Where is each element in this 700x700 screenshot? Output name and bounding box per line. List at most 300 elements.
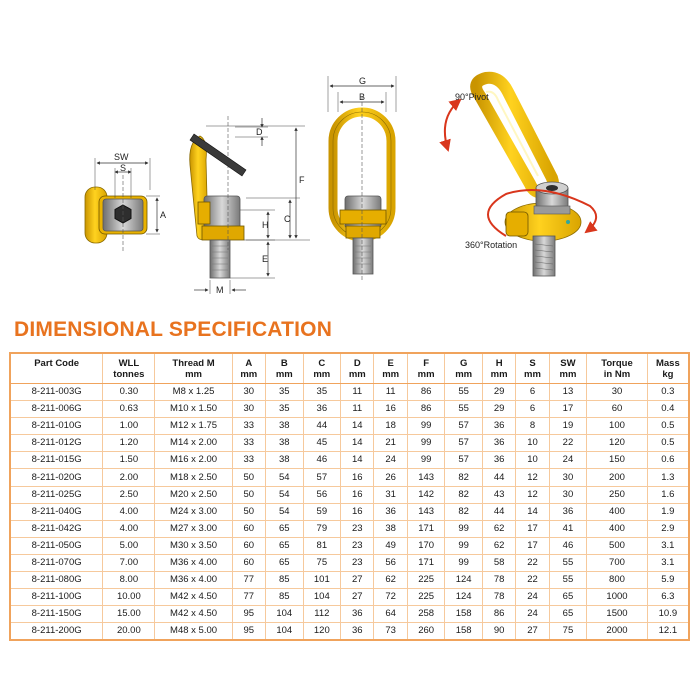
column-header [103,354,155,384]
part-code-cell: 8-211-020G [11,469,103,486]
table-cell: 45 [303,435,341,452]
column-header-text: mm [382,369,400,380]
table-cell: 54 [266,503,304,520]
table-cell: 57 [445,452,483,469]
table-cell: 14 [341,435,374,452]
table-cell: 99 [407,418,445,435]
table-cell: 0.5 [647,435,688,452]
column-header [11,354,103,384]
table-cell: 0.4 [647,401,688,418]
table-cell: M42 x 4.50 [155,606,232,623]
table-cell: 120 [587,435,648,452]
table-cell: 12 [516,469,549,486]
table-cell: 16 [374,401,407,418]
table-cell: 64 [374,606,407,623]
column-header [374,354,407,384]
label-c: C [284,214,291,224]
table-cell: 14 [516,503,549,520]
table-cell: 16 [341,503,374,520]
label-rotation: 360°Rotation [465,240,518,250]
column-header-text: C [318,358,326,369]
column-header-text: B [280,358,288,369]
part-code-cell: 8-211-080G [11,572,103,589]
table-cell: 19 [549,418,587,435]
table-cell: 33 [232,452,265,469]
table-cell: M30 x 3.50 [155,537,232,554]
table-cell: 158 [445,606,483,623]
table-cell: 5.00 [103,537,155,554]
table-cell: 75 [303,554,341,571]
table-cell: 142 [407,486,445,503]
column-header-text: mm [240,369,258,380]
table-cell: 36 [374,503,407,520]
table-cell: 104 [266,606,304,623]
table-cell: 0.5 [647,418,688,435]
table-cell: 55 [445,401,483,418]
table-cell: 0.3 [647,384,688,401]
table-cell: 36 [341,623,374,640]
table-cell: 10.00 [103,589,155,606]
column-header-text: WLL [118,358,140,369]
label-g: G [359,76,367,86]
table-cell: 250 [587,486,648,503]
table-cell: 27 [516,623,549,640]
technical-drawings [0,0,700,310]
table-cell: 101 [303,572,341,589]
table-cell: 36 [482,435,515,452]
table-cell: 2.9 [647,520,688,537]
table-cell: 30 [549,486,587,503]
table-cell: 0.6 [647,452,688,469]
label-h: H [262,220,269,230]
table-cell: 56 [374,554,407,571]
label-d: D [256,127,263,137]
table-cell: M20 x 2.50 [155,486,232,503]
table-cell: 10 [516,435,549,452]
table-cell: 120 [303,623,341,640]
table-cell: 5.9 [647,572,688,589]
column-header [155,354,232,384]
table-row [11,503,688,520]
table-cell: 44 [303,418,341,435]
table-cell: 58 [482,554,515,571]
table-cell: 49 [374,537,407,554]
table-cell: 12 [516,486,549,503]
table-cell: 29 [482,384,515,401]
table-cell: 22 [549,435,587,452]
table-cell: 36 [549,503,587,520]
table-cell: 27 [341,589,374,606]
column-header-text: mm [185,369,202,380]
table-cell: 10.9 [647,606,688,623]
table-cell: 171 [407,554,445,571]
table-cell: 36 [303,401,341,418]
column-header [549,354,587,384]
part-code-cell: 8-211-040G [11,503,103,520]
table-cell: 1500 [587,606,648,623]
table-cell: 260 [407,623,445,640]
table-cell: 85 [266,572,304,589]
column-header [266,354,304,384]
table-cell: 171 [407,520,445,537]
table-cell: 8 [516,418,549,435]
column-header [445,354,483,384]
spec-table-body [11,384,688,640]
table-cell: 30 [232,401,265,418]
table-cell: 38 [266,452,304,469]
part-code-cell: 8-211-006G [11,401,103,418]
column-header-text: mm [348,369,366,380]
table-cell: 81 [303,537,341,554]
table-row [11,589,688,606]
column-header-text: mm [275,369,293,380]
column-header [341,354,374,384]
column-header-text: mm [417,369,435,380]
table-cell: 20.00 [103,623,155,640]
column-header-text: Torque [601,358,633,369]
table-cell: 95 [232,606,265,623]
table-cell: 7.00 [103,554,155,571]
table-cell: 15.00 [103,606,155,623]
table-cell: 23 [341,554,374,571]
table-cell: 23 [341,520,374,537]
table-cell: 14 [341,452,374,469]
part-code-cell: 8-211-015G [11,452,103,469]
table-cell: 23 [341,537,374,554]
table-cell: 24 [549,452,587,469]
table-cell: 62 [482,537,515,554]
table-cell: 11 [341,401,374,418]
table-cell: 1.50 [103,452,155,469]
table-cell: 57 [445,435,483,452]
table-cell: 10 [516,452,549,469]
table-cell: 55 [445,384,483,401]
column-header-text: S [529,358,536,369]
table-cell: 225 [407,572,445,589]
column-header-text: SW [560,358,576,369]
table-cell: 8.00 [103,572,155,589]
table-cell: 112 [303,606,341,623]
table-cell: 14 [341,418,374,435]
table-cell: 55 [549,554,587,571]
table-cell: 56 [303,486,341,503]
part-code-cell: 8-211-012G [11,435,103,452]
table-cell: 35 [266,384,304,401]
table-cell: 90 [482,623,515,640]
table-cell: 4.00 [103,503,155,520]
table-cell: 800 [587,572,648,589]
table-cell: 65 [266,537,304,554]
table-cell: 62 [374,572,407,589]
table-cell: 85 [266,589,304,606]
column-header-text: tonnes [113,369,145,380]
column-header-text: H [495,358,503,369]
label-f: F [299,175,305,185]
table-cell: 50 [232,469,265,486]
table-cell: 2.50 [103,486,155,503]
table-cell: 86 [407,384,445,401]
label-e: E [262,254,269,264]
table-row [11,401,688,418]
table-cell: 73 [374,623,407,640]
table-cell: 16 [341,469,374,486]
front-view-drawing [328,76,396,280]
table-cell: 46 [303,452,341,469]
table-cell: 11 [374,384,407,401]
header-row [11,354,688,384]
column-header-text: E [387,358,394,369]
table-cell: 33 [232,418,265,435]
table-cell: 65 [266,554,304,571]
table-row [11,554,688,571]
table-cell: 4.00 [103,520,155,537]
table-cell: 6 [516,384,549,401]
column-header [303,354,341,384]
table-cell: 38 [266,418,304,435]
table-cell: 17 [516,520,549,537]
table-cell: 43 [482,486,515,503]
table-cell: 18 [374,418,407,435]
table-cell: M48 x 5.00 [155,623,232,640]
spec-table-header [11,354,688,384]
table-cell: 1.3 [647,469,688,486]
table-cell: 21 [374,435,407,452]
table-cell: 33 [232,435,265,452]
label-sw: SW [114,152,129,162]
column-header-text: G [459,358,468,369]
table-cell: 24 [516,589,549,606]
table-cell: 35 [303,384,341,401]
table-cell: 27 [341,572,374,589]
table-cell: 79 [303,520,341,537]
table-cell: 400 [587,520,648,537]
table-cell: 77 [232,589,265,606]
part-code-cell: 8-211-150G [11,606,103,623]
table-row [11,469,688,486]
column-header [647,354,688,384]
table-cell: 258 [407,606,445,623]
table-cell: 38 [374,520,407,537]
column-header [482,354,515,384]
table-cell: 82 [445,469,483,486]
table-cell: 65 [549,589,587,606]
side-view-drawing [190,116,310,294]
table-cell: 2000 [587,623,648,640]
column-header-text: Part Code [34,358,80,369]
table-row [11,606,688,623]
table-cell: 26 [374,469,407,486]
table-cell: 124 [445,589,483,606]
table-cell: 13 [549,384,587,401]
table-cell: 6.3 [647,589,688,606]
table-cell: 38 [266,435,304,452]
label-a: A [160,210,167,220]
label-b: B [359,92,366,102]
table-cell: 170 [407,537,445,554]
spec-table-container [9,352,690,641]
column-header-text: D [353,358,361,369]
table-cell: 46 [549,537,587,554]
table-cell: 36 [482,418,515,435]
column-header-text: A [245,358,253,369]
table-cell: 1.6 [647,486,688,503]
table-cell: 60 [232,520,265,537]
table-cell: 60 [232,554,265,571]
table-cell: 22 [516,572,549,589]
table-cell: 11 [341,384,374,401]
table-cell: 143 [407,469,445,486]
table-cell: 82 [445,503,483,520]
table-cell: M16 x 2.00 [155,452,232,469]
table-cell: M12 x 1.75 [155,418,232,435]
table-cell: 22 [516,554,549,571]
table-cell: M36 x 4.00 [155,554,232,571]
table-cell: 60 [587,401,648,418]
table-cell: 1000 [587,589,648,606]
table-cell: 124 [445,572,483,589]
table-cell: 50 [232,503,265,520]
column-header-text: F [423,358,430,369]
table-row [11,384,688,401]
table-cell: 6 [516,401,549,418]
table-cell: 200 [587,469,648,486]
table-cell: 30 [232,384,265,401]
part-code-cell: 8-211-010G [11,418,103,435]
table-cell: 57 [445,418,483,435]
column-header-text: mm [455,369,473,380]
table-cell: 3.1 [647,537,688,554]
table-cell: 150 [587,452,648,469]
column-header [232,354,265,384]
table-row [11,623,688,640]
table-cell: 0.63 [103,401,155,418]
table-cell: M10 x 1.50 [155,401,232,418]
column-header-text: mm [490,369,508,380]
table-cell: 72 [374,589,407,606]
part-code-cell: 8-211-042G [11,520,103,537]
table-cell: 100 [587,418,648,435]
table-cell: 99 [407,452,445,469]
table-cell: 17 [516,537,549,554]
table-cell: 143 [407,503,445,520]
table-cell: 24 [516,606,549,623]
table-row [11,537,688,554]
table-cell: 1.00 [103,418,155,435]
section-title: DIMENSIONAL SPECIFICATION [14,318,333,341]
table-cell: M36 x 4.00 [155,572,232,589]
part-code-cell: 8-211-050G [11,537,103,554]
table-cell: 57 [303,469,341,486]
table-cell: 158 [445,623,483,640]
table-cell: 0.30 [103,384,155,401]
table-cell: 41 [549,520,587,537]
table-cell: 17 [549,401,587,418]
column-header-text: mm [559,369,577,380]
table-cell: 78 [482,572,515,589]
table-cell: 400 [587,503,648,520]
table-cell: 60 [232,537,265,554]
table-cell: 59 [303,503,341,520]
table-cell: 86 [407,401,445,418]
table-cell: M27 x 3.00 [155,520,232,537]
table-cell: 104 [303,589,341,606]
table-cell: 36 [341,606,374,623]
table-cell: 104 [266,623,304,640]
table-cell: 86 [482,606,515,623]
part-code-cell: 8-211-070G [11,554,103,571]
table-cell: M8 x 1.25 [155,384,232,401]
column-header [516,354,549,384]
table-cell: 1.9 [647,503,688,520]
column-header-text: mm [524,369,541,380]
table-cell: 99 [445,554,483,571]
part-code-cell: 8-211-100G [11,589,103,606]
table-cell: 54 [266,486,304,503]
column-header [407,354,445,384]
label-s: S [120,163,127,173]
table-cell: 65 [549,606,587,623]
table-cell: M42 x 4.50 [155,589,232,606]
column-header-text: in Nm [603,369,631,380]
table-cell: 24 [374,452,407,469]
table-cell: 99 [407,435,445,452]
table-cell: 35 [266,401,304,418]
table-cell: 225 [407,589,445,606]
spec-table [11,354,688,639]
table-cell: 50 [232,486,265,503]
table-cell: 700 [587,554,648,571]
table-cell: M14 x 2.00 [155,435,232,452]
table-cell: M24 x 3.00 [155,503,232,520]
table-cell: 30 [587,384,648,401]
table-cell: 65 [266,520,304,537]
column-header-text: mm [313,369,331,380]
table-cell: M18 x 2.50 [155,469,232,486]
table-cell: 29 [482,401,515,418]
column-header [587,354,648,384]
table-cell: 55 [549,572,587,589]
label-m: M [216,285,224,295]
table-cell: 12.1 [647,623,688,640]
table-cell: 82 [445,486,483,503]
table-cell: 44 [482,503,515,520]
table-cell: 54 [266,469,304,486]
table-cell: 2.00 [103,469,155,486]
table-cell: 62 [482,520,515,537]
table-row [11,572,688,589]
table-cell: 16 [341,486,374,503]
column-header-text: Thread M [172,358,215,369]
table-cell: 31 [374,486,407,503]
part-code-cell: 8-211-025G [11,486,103,503]
table-row [11,486,688,503]
column-header-text: Mass [655,358,680,369]
part-code-cell: 8-211-003G [11,384,103,401]
column-header-text: kg [662,369,674,380]
label-pivot: 90°Pivot [455,92,489,102]
table-cell: 99 [445,520,483,537]
table-cell: 75 [549,623,587,640]
table-row [11,418,688,435]
part-code-cell: 8-211-200G [31,625,82,637]
table-cell: 36 [482,452,515,469]
table-cell: 99 [445,537,483,554]
table-cell: 1.20 [103,435,155,452]
table-cell: 500 [587,537,648,554]
table-cell: 95 [232,623,265,640]
table-cell: 78 [482,589,515,606]
table-cell: 44 [482,469,515,486]
